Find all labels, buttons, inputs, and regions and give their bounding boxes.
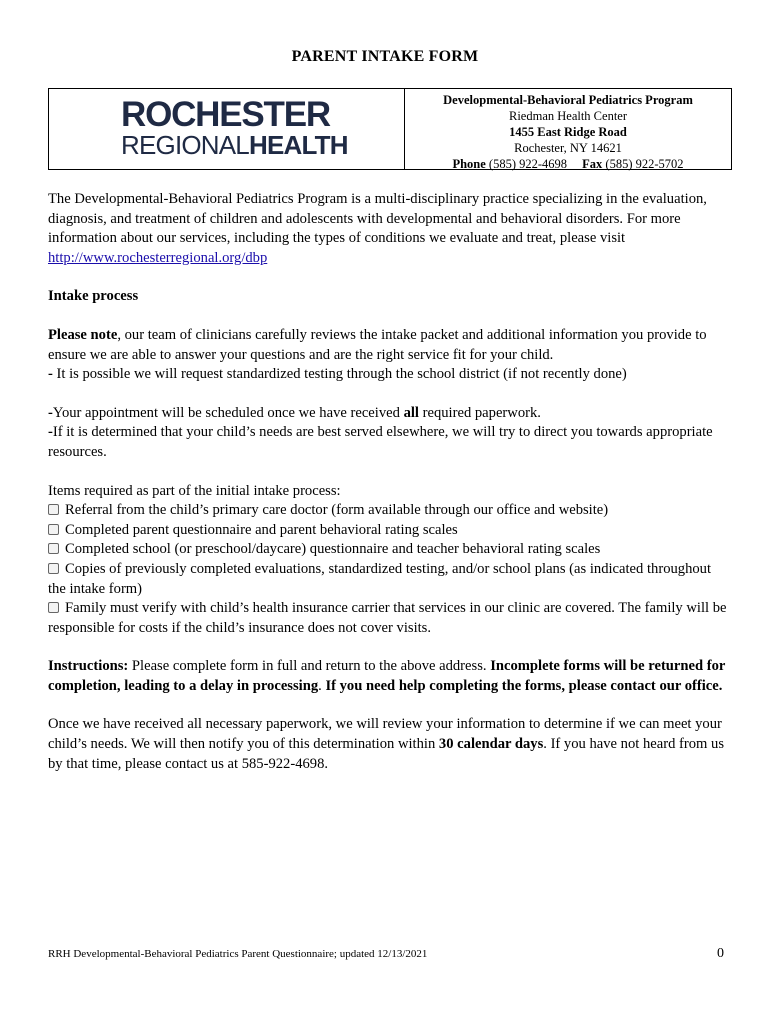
logo-health: HEALTH [248, 130, 348, 160]
item-label: Copies of previously completed evaluations, standardized testing, and/or school plans (as indicated throughout the intake form) [48, 560, 712, 597]
center-name: Riedman Health Center [508, 109, 628, 123]
testing-line [48, 365, 728, 385]
item-label: Completed school (or preschool/daycare) questionnaire and teacher behavioral rating scales [65, 541, 601, 558]
logo-regional: REGIONAL [121, 130, 249, 160]
instructions-period: . [318, 677, 326, 694]
fax-label: Fax [582, 157, 603, 171]
note-text: , our team of clinicians carefully reviews the intake packet and additional information you provide to ensure we are able to answer your questions and are the right service fit for your child. [48, 326, 707, 363]
page-number: 0 [717, 946, 724, 961]
note-paragraph [48, 326, 728, 365]
appointment-line [48, 404, 728, 424]
intro-paragraph [48, 190, 728, 268]
note-lead: Please note [48, 326, 118, 343]
appointment-dash: - [48, 404, 53, 421]
instructions-incomplete: Incomplete forms will be returned for completion, leading to a delay in processing [48, 658, 726, 694]
items-heading: Items required as part of the initial intake process: [48, 482, 341, 499]
logo-line-rochester: ROCHESTER [121, 95, 330, 134]
intake-heading: Intake process [48, 288, 139, 305]
appointment-text: Your appointment will be scheduled once we have received [52, 404, 404, 421]
testing-dash: - [48, 366, 53, 383]
intro-text: The Developmental-Behavioral Pediatrics Program is a multi-disciplinary practice specializing in the evaluation, diagnosis, and treatment of children and adolescents with developmental and behavioral disorders. For more information about our services, including the types of conditions we evaluate and treat, please visit [48, 191, 707, 247]
phone-label: Phone [452, 157, 486, 171]
rochester-regional-health-logo [121, 95, 348, 160]
item-label: Completed parent questionnaire and parent behavioral rating scales [65, 521, 458, 538]
item-checkbox[interactable] [48, 563, 59, 574]
item-checkbox[interactable] [48, 524, 59, 535]
closing-text: Once we have received all necessary paperwork, we will review your information to determine if we can meet your child’s needs. We will then notify you of this determination within [48, 716, 722, 753]
phone-number: (585) 922-4698 [488, 157, 568, 171]
closing-text-end: . If you have not heard from us by that time, please contact us at 585-922-4698. [48, 736, 725, 772]
program-website-link[interactable]: http://www.rochesterregional.org/dbp [48, 249, 268, 266]
instructions-text: Please complete form in full and return to the above address. [128, 658, 491, 675]
item-label: Referral from the child’s primary care doctor (form available through our office and website) [65, 502, 609, 519]
item-evaluations [48, 560, 728, 599]
instructions-paragraph [48, 657, 728, 696]
appointment-all: all [403, 404, 419, 421]
logo-line-regional-health [121, 131, 348, 159]
testing-text: It is possible we will request standardized testing through the school district (if not recently done) [52, 366, 627, 383]
page-title: PARENT INTAKE FORM [291, 48, 479, 65]
contact-line [405, 156, 731, 172]
referral-text: If it is determined that your child’s needs are best served elsewhere, we will try to direct you towards appropriate resources. [48, 424, 713, 460]
address-cell [405, 89, 731, 169]
program-name: Developmental-Behavioral Pediatrics Program [443, 93, 693, 107]
fax-number: (585) 922-5702 [605, 157, 684, 171]
letterhead-box [48, 88, 732, 170]
item-parent-questionnaire [48, 521, 728, 541]
item-label: Family must verify with child’s health insurance carrier that services in our clinic are covered. The family will be responsible for costs if the child’s insurance does not cover visits. [48, 600, 727, 636]
item-school-questionnaire [48, 540, 728, 560]
item-checkbox[interactable] [48, 602, 59, 613]
closing-days: 30 calendar days [438, 736, 544, 753]
item-insurance [48, 599, 728, 638]
item-checkbox[interactable] [48, 543, 59, 554]
street-address: 1455 East Ridge Road [509, 125, 627, 139]
referral-dash: - [48, 424, 53, 441]
instructions-help: If you need help completing the forms, please contact our office. [325, 677, 723, 694]
instructions-label: Instructions: [48, 658, 129, 675]
document-body [48, 190, 728, 774]
logo-cell [49, 89, 405, 169]
item-checkbox[interactable] [48, 504, 59, 515]
referral-line [48, 423, 728, 462]
page-footer [48, 948, 724, 962]
city-address: Rochester, NY 14621 [514, 141, 622, 155]
closing-paragraph [48, 715, 728, 774]
item-referral [48, 501, 728, 521]
footer-text: RRH Developmental-Behavioral Pediatrics Parent Questionnaire; updated 12/13/2021 [48, 948, 428, 960]
appointment-text-end: required paperwork. [418, 404, 541, 421]
